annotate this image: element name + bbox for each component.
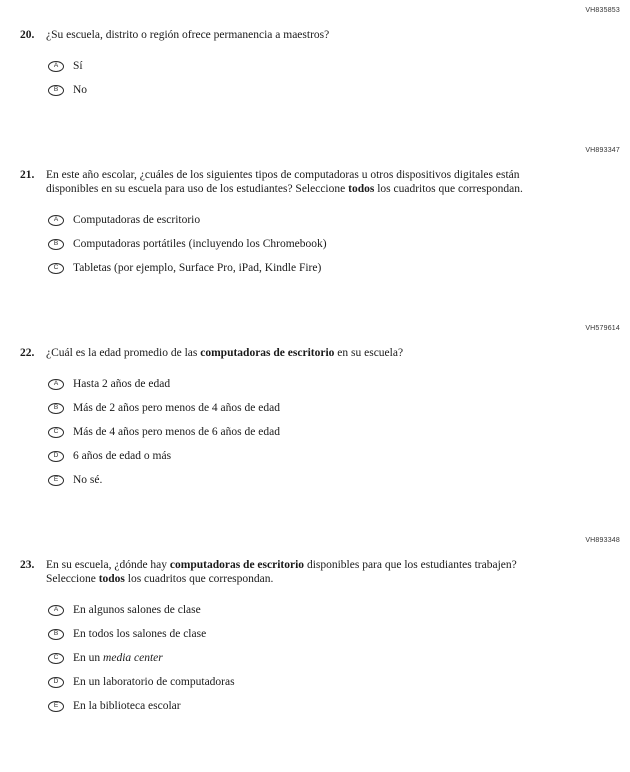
- text-segment: 6 años de edad o más: [73, 450, 172, 462]
- options-list: [48, 603, 622, 714]
- text-segment: Computadoras de escritorio: [73, 214, 201, 226]
- text-segment: En su escuela, ¿dónde hay: [46, 559, 170, 571]
- question-row: [20, 558, 622, 586]
- text-segment: en su escuela?: [334, 347, 404, 359]
- answer-bubble-icon[interactable]: [48, 701, 64, 712]
- text-segment: computadoras de escritorio: [200, 347, 335, 359]
- option-letter: E: [53, 701, 59, 709]
- answer-option[interactable]: [48, 473, 622, 488]
- question-code: VH835853: [585, 7, 620, 14]
- text-segment: En este año escolar, ¿cuáles de los siguientes tipos de computadoras u otros dispositivos digitales están disponibles en su escuela para uso de los estudiantes? Seleccione: [46, 169, 520, 195]
- answer-bubble-icon[interactable]: [48, 629, 64, 640]
- text-segment: En todos los salones de clase: [73, 628, 207, 640]
- text-segment: Más de 2 años pero menos de 4 años de edad: [73, 402, 280, 414]
- question-block: [20, 146, 622, 276]
- answer-bubble-icon[interactable]: [48, 427, 64, 438]
- text-segment: Hasta 2 años de edad: [73, 378, 171, 390]
- question-number: 20.: [20, 29, 35, 41]
- option-letter: C: [53, 263, 59, 271]
- option-label: [73, 449, 171, 463]
- text-segment: disponibles para que los estudiantes trabajen? Seleccione: [46, 559, 517, 585]
- answer-bubble-icon[interactable]: [48, 239, 64, 250]
- option-letter: A: [53, 215, 59, 223]
- answer-option[interactable]: [48, 627, 622, 642]
- answer-bubble-icon[interactable]: [48, 215, 64, 226]
- answer-option[interactable]: [48, 699, 622, 714]
- question-text: [46, 346, 403, 360]
- option-label: [73, 59, 83, 73]
- option-letter: E: [53, 475, 59, 483]
- option-label: [73, 699, 181, 713]
- answer-option[interactable]: [48, 603, 622, 618]
- question-block: [20, 6, 622, 98]
- option-letter: C: [53, 427, 59, 435]
- answer-option[interactable]: [48, 425, 622, 440]
- text-segment: los cuadritos que correspondan.: [374, 183, 523, 195]
- text-segment: En la biblioteca escolar: [73, 700, 181, 712]
- answer-bubble-icon[interactable]: [48, 263, 64, 274]
- text-segment: En un: [73, 652, 104, 664]
- text-segment: computadoras de escritorio: [169, 559, 305, 571]
- answer-bubble-icon[interactable]: [48, 403, 64, 414]
- answer-option[interactable]: [48, 377, 622, 392]
- answer-option[interactable]: [48, 261, 622, 276]
- answer-option[interactable]: [48, 651, 622, 666]
- question-row: [20, 346, 622, 360]
- question-text: [46, 558, 524, 586]
- option-label: [73, 425, 280, 439]
- text-segment: No sé.: [73, 474, 103, 486]
- option-letter: C: [53, 653, 59, 661]
- option-letter: A: [53, 605, 59, 613]
- question-text: [46, 28, 329, 42]
- text-segment: Tabletas (por ejemplo, Surface Pro, iPad, Kindle Fire): [73, 262, 322, 274]
- answer-option[interactable]: [48, 401, 622, 416]
- text-segment: todos: [98, 573, 125, 585]
- question-code: VH893348: [585, 537, 620, 544]
- question-row: [20, 28, 622, 42]
- question-code: VH893347: [585, 147, 620, 154]
- option-label: [73, 603, 201, 617]
- option-letter: D: [53, 451, 59, 459]
- answer-bubble-icon[interactable]: [48, 379, 64, 390]
- text-segment: En algunos salones de clase: [73, 604, 201, 616]
- option-label: [73, 83, 87, 97]
- text-segment: todos: [348, 183, 375, 195]
- option-letter: A: [53, 379, 59, 387]
- answer-bubble-icon[interactable]: [48, 677, 64, 688]
- answer-option[interactable]: [48, 675, 622, 690]
- text-segment: ¿Su escuela, distrito o región ofrece permanencia a maestros?: [46, 29, 330, 41]
- option-label: [73, 401, 280, 415]
- option-letter: B: [53, 239, 59, 247]
- answer-option[interactable]: [48, 237, 622, 252]
- answer-bubble-icon[interactable]: [48, 475, 64, 486]
- answer-bubble-icon[interactable]: [48, 85, 64, 96]
- answer-option[interactable]: [48, 59, 622, 74]
- options-list: [48, 59, 622, 98]
- option-label: [73, 627, 206, 641]
- question-block: [20, 536, 622, 714]
- answer-bubble-icon[interactable]: [48, 653, 64, 664]
- question-row: [20, 168, 622, 196]
- answer-option[interactable]: [48, 83, 622, 98]
- option-letter: B: [53, 403, 59, 411]
- text-segment: los cuadritos que correspondan.: [124, 573, 274, 585]
- option-letter: B: [53, 85, 59, 93]
- option-letter: A: [53, 61, 59, 69]
- question-number: 23.: [20, 559, 35, 571]
- option-label: [73, 213, 200, 227]
- text-segment: No: [73, 84, 88, 96]
- text-segment: Sí: [73, 60, 83, 72]
- question-text: [46, 168, 524, 196]
- question-number: 22.: [20, 347, 35, 359]
- text-segment: En un laboratorio de computadoras: [73, 676, 235, 688]
- option-label: [73, 377, 170, 391]
- question-code: VH579614: [585, 325, 620, 332]
- question-block: [20, 324, 622, 488]
- answer-option[interactable]: [48, 213, 622, 228]
- text-segment: media center: [103, 652, 163, 664]
- answer-bubble-icon[interactable]: [48, 451, 64, 462]
- options-list: [48, 377, 622, 488]
- text-segment: ¿Cuál es la edad promedio de las: [46, 347, 201, 359]
- option-label: [73, 237, 327, 251]
- option-letter: B: [53, 629, 59, 637]
- option-label: [73, 473, 102, 487]
- answer-option[interactable]: [48, 449, 622, 464]
- option-label: [73, 261, 321, 275]
- text-segment: Más de 4 años pero menos de 6 años de edad: [73, 426, 280, 438]
- option-label: [73, 675, 235, 689]
- answer-bubble-icon[interactable]: [48, 605, 64, 616]
- answer-bubble-icon[interactable]: [48, 61, 64, 72]
- option-label: [73, 651, 163, 665]
- text-segment: Computadoras portátiles (incluyendo los Chromebook): [73, 238, 327, 250]
- options-list: [48, 213, 622, 276]
- option-letter: D: [53, 677, 59, 685]
- question-number: 21.: [20, 169, 35, 181]
